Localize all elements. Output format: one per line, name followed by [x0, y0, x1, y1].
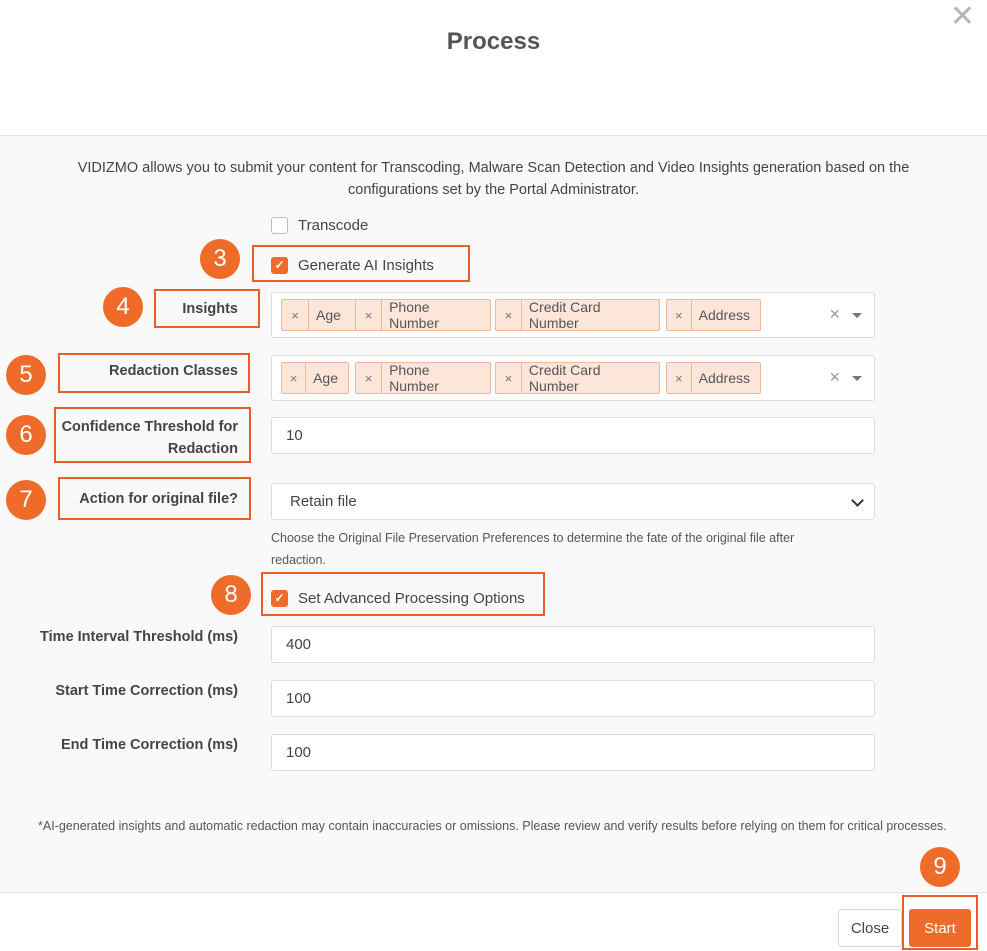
insights-tag[interactable]: × Phone Number: [355, 299, 491, 331]
clear-icon[interactable]: ×: [829, 304, 840, 324]
insights-tag[interactable]: × Credit Card Number: [495, 299, 660, 331]
clear-icon[interactable]: ×: [829, 367, 840, 387]
redaction-classes-multiselect[interactable]: [271, 355, 875, 401]
insights-tag[interactable]: × Age: [281, 299, 362, 331]
original-file-selected-value: Retain file: [290, 493, 357, 510]
callout-badge-9: 9: [920, 847, 960, 887]
callout-badge-3: 3: [200, 239, 240, 279]
redaction-tag[interactable]: × Phone Number: [355, 362, 491, 394]
redaction-tag[interactable]: × Age: [281, 362, 349, 394]
advanced-option[interactable]: [271, 588, 525, 608]
callout-badge-7: 7: [6, 480, 46, 520]
redaction-tag[interactable]: × Address: [666, 362, 761, 394]
original-file-help-text: Choose the Original File Preservation Preferences to determine the fate of the original file after redaction.: [271, 531, 795, 567]
end-correction-label: End Time Correction (ms): [61, 737, 238, 753]
start-correction-input[interactable]: 100: [271, 680, 875, 717]
transcode-option[interactable]: [271, 215, 368, 235]
chevron-down-icon: [851, 494, 864, 507]
footer-divider: [0, 892, 987, 893]
callout-badge-8: 8: [211, 575, 251, 615]
generate-ai-checkbox[interactable]: ✓: [271, 257, 288, 274]
remove-tag-icon[interactable]: ×: [496, 300, 522, 330]
callout-badge-5: 5: [6, 355, 46, 395]
remove-tag-icon[interactable]: ×: [282, 300, 309, 330]
start-correction-label: Start Time Correction (ms): [55, 683, 238, 699]
generate-ai-option[interactable]: [271, 255, 434, 275]
insights-label: Insights: [182, 301, 238, 317]
remove-tag-icon[interactable]: ×: [496, 363, 522, 393]
ai-disclaimer: *AI-generated insights and automatic redaction may contain inaccuracies or omissions. Please review and verify results before relying on them for critical processes.: [38, 819, 947, 833]
advanced-checkbox[interactable]: ✓: [271, 590, 288, 607]
callout-badge-4: 4: [103, 287, 143, 327]
insights-tag[interactable]: × Address: [666, 299, 761, 331]
dialog-title: Process: [446, 28, 541, 55]
remove-tag-icon[interactable]: ×: [667, 363, 692, 393]
confidence-label: [58, 416, 238, 460]
remove-tag-icon[interactable]: ×: [282, 363, 306, 393]
time-interval-label: Time Interval Threshold (ms): [40, 629, 238, 645]
confidence-label-line1: Confidence Threshold for: [61, 419, 238, 435]
remove-tag-icon[interactable]: ×: [356, 363, 382, 393]
start-button[interactable]: Start: [909, 909, 971, 947]
confidence-input[interactable]: 10: [271, 417, 875, 454]
advanced-label: Set Advanced Processing Options: [298, 589, 525, 607]
close-button[interactable]: Close: [838, 909, 902, 947]
chevron-down-icon[interactable]: [852, 376, 862, 381]
remove-tag-icon[interactable]: ×: [356, 300, 382, 330]
callout-badge-6: 6: [6, 415, 46, 455]
intro-text: VIDIZMO allows you to submit your content for Transcoding, Malware Scan Detection and Video Insights generation based on the configurations set by the Portal Administrator.: [77, 160, 910, 198]
remove-tag-icon[interactable]: ×: [667, 300, 692, 330]
confidence-label-line2: Redaction: [167, 441, 238, 457]
original-file-select[interactable]: [271, 483, 875, 520]
generate-ai-label: Generate AI Insights: [298, 256, 434, 274]
redaction-tag[interactable]: × Credit Card Number: [495, 362, 660, 394]
end-correction-input[interactable]: 100: [271, 734, 875, 771]
redaction-classes-label: Redaction Classes: [109, 363, 238, 379]
time-interval-input[interactable]: 400: [271, 626, 875, 663]
original-file-label: Action for original file?: [79, 491, 238, 507]
transcode-label: Transcode: [298, 216, 369, 234]
transcode-checkbox[interactable]: [271, 217, 288, 234]
close-icon[interactable]: ✕: [949, 0, 975, 33]
chevron-down-icon[interactable]: [852, 313, 862, 318]
insights-multiselect[interactable]: [271, 292, 875, 338]
